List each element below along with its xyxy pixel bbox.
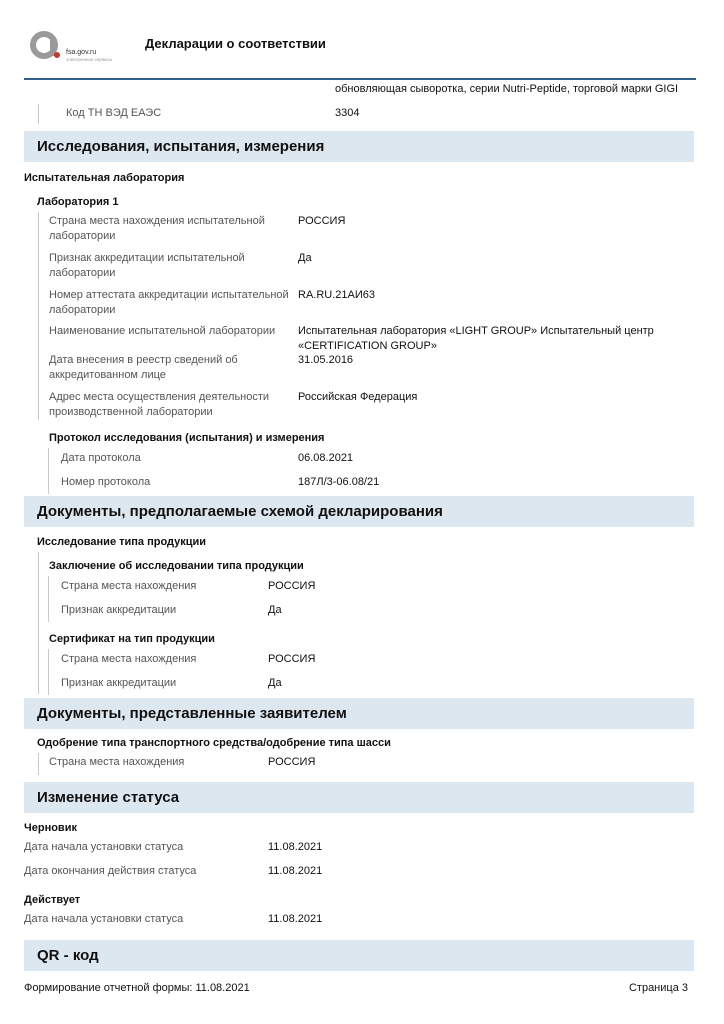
indent-line: [38, 104, 39, 124]
section-status-change: [24, 782, 694, 813]
protocol-date-value: 06.08.2021: [298, 452, 354, 464]
indent-line: [48, 576, 49, 622]
conclusion-accreditation-label: Признак аккредитации: [61, 604, 177, 616]
approval-country-value: РОССИЯ: [268, 756, 316, 768]
protocol-number-value: 187Л/3-06.08/21: [298, 476, 380, 488]
conclusion-country-label: Страна места нахождения: [61, 580, 197, 592]
registry-date-label: Дата внесения в реестр сведений об аккредитованном лице: [49, 354, 238, 381]
section-qr-code: [24, 940, 694, 971]
conclusion-heading: Заключение об исследовании типа продукции: [49, 560, 304, 572]
page-number: Страница 3: [628, 982, 688, 994]
active-start-value: 11.08.2021: [268, 913, 323, 925]
lab-accreditation-value: Да: [298, 252, 312, 264]
section-title: Изменение статуса: [37, 789, 180, 806]
lab-certificate-label: Номер аттестата аккредитации испытательной лаборатории: [49, 289, 289, 316]
lab-address-label: Адрес места осуществления деятельности производственной лаборатории: [49, 391, 270, 418]
report-generated-date: Формирование отчетной формы: 11.08.2021: [24, 982, 250, 994]
tnved-label: Код ТН ВЭД ЕАЭС: [66, 107, 162, 119]
type-study-heading: Исследование типа продукции: [37, 536, 207, 548]
section-title: Документы, представленные заявителем: [37, 705, 347, 722]
protocol-date-label: Дата протокола: [61, 452, 141, 464]
certificate-country-label: Страна места нахождения: [61, 653, 197, 665]
vehicle-approval-heading: Одобрение типа транспортного средства/одобрение типа шасси: [37, 737, 391, 749]
indent-line: [38, 552, 39, 694]
status-active-heading: Действует: [24, 894, 81, 906]
active-start-label: Дата начала установки статуса: [24, 913, 184, 925]
product-description-continued: обновляющая сыворотка, серии Nutri-Peptide, торговой марки GIGI: [335, 83, 679, 95]
lab-name-value: Испытательная лаборатория «LIGHT GROUP» Испытательный центр «CERTIFICATION GROUP»: [298, 325, 654, 352]
protocol-number-label: Номер протокола: [61, 476, 151, 488]
lab-country-value: РОССИЯ: [298, 215, 346, 227]
approval-country-label: Страна места нахождения: [49, 756, 185, 768]
section-title: Исследования, испытания, измерения: [37, 138, 325, 155]
section-title: QR - код: [37, 947, 99, 964]
lab-address-value: Российская Федерация: [298, 391, 418, 403]
section-applicant-documents: [24, 698, 694, 729]
protocol-heading: Протокол исследования (испытания) и измерения: [49, 432, 325, 444]
section-title: Документы, предполагаемые схемой декларирования: [37, 503, 443, 520]
certificate-accreditation-label: Признак аккредитации: [61, 677, 177, 689]
lab-group-heading: Испытательная лаборатория: [24, 172, 185, 184]
logo-site-text: fsa.gov.ru: [66, 49, 97, 56]
certificate-heading: Сертификат на тип продукции: [49, 633, 215, 645]
page-title: Декларации о соответствии: [145, 36, 326, 51]
indent-line: [48, 649, 49, 695]
section-scheme-documents: [24, 496, 694, 527]
tnved-value: 3304: [335, 107, 360, 119]
indent-line: [48, 448, 49, 494]
certificate-accreditation-value: Да: [268, 677, 282, 689]
logo-subtitle: электронные сервисы: [66, 57, 113, 62]
draft-start-label: Дата начала установки статуса: [24, 841, 184, 853]
lab-name-label: Наименование испытательной лаборатории: [49, 325, 276, 337]
registry-date-value: 31.05.2016: [298, 354, 354, 366]
status-draft-heading: Черновик: [24, 822, 77, 834]
fsa-logo-icon: [30, 30, 60, 60]
header-divider: [24, 78, 696, 80]
indent-line: [38, 212, 39, 420]
lab-country-label: Страна места нахождения испытательной лаборатории: [49, 215, 265, 242]
lab-heading: Лаборатория 1: [37, 196, 119, 208]
conclusion-accreditation-value: Да: [268, 604, 282, 616]
section-research: [24, 131, 694, 162]
certificate-country-value: РОССИЯ: [268, 653, 316, 665]
draft-start-value: 11.08.2021: [268, 841, 323, 853]
conclusion-country-value: РОССИЯ: [268, 580, 316, 592]
lab-certificate-value: RA.RU.21АИ63: [298, 289, 375, 301]
draft-end-value: 11.08.2021: [268, 865, 323, 877]
indent-line: [38, 753, 39, 775]
lab-accreditation-label: Признак аккредитации испытательной лаборатории: [49, 252, 245, 279]
draft-end-label: Дата окончания действия статуса: [24, 865, 197, 877]
